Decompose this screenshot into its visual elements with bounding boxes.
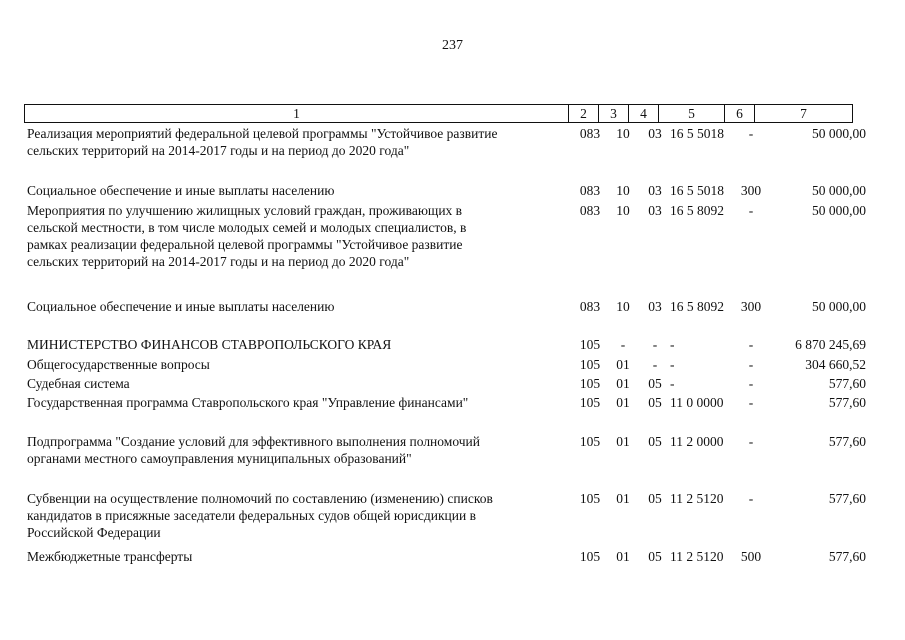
column-header-2: 2 xyxy=(569,105,599,123)
subsection-code: - xyxy=(652,337,658,352)
amount: 50 000,00 xyxy=(812,203,866,218)
expense-type-code: 500 xyxy=(740,549,762,564)
amount: 50 000,00 xyxy=(812,126,866,141)
section-code: 01 xyxy=(616,491,630,506)
ministry-code: 105 xyxy=(579,395,601,410)
ministry-code: 083 xyxy=(579,299,601,314)
target-article-code: - xyxy=(670,337,675,352)
amount: 577,60 xyxy=(828,549,866,564)
subsection-code: - xyxy=(652,357,658,372)
expense-type-code: - xyxy=(748,491,754,506)
expense-type-code: 300 xyxy=(740,299,762,314)
subsection-code: 05 xyxy=(648,434,662,449)
ministry-code: 083 xyxy=(579,126,601,141)
description-line: органами местного самоуправления муниципальных образований" xyxy=(27,451,412,466)
section-code: 01 xyxy=(616,395,630,410)
subsection-code: 03 xyxy=(648,203,662,218)
description-line: рамках реализации федеральной целевой программы "Устойчивое развитие xyxy=(27,237,463,252)
amount: 577,60 xyxy=(828,395,866,410)
description-line: Подпрограмма "Создание условий для эффективного выполнения полномочий xyxy=(27,434,480,449)
target-article-code: 16 5 5018 xyxy=(670,126,724,141)
row-description xyxy=(27,433,567,467)
column-header-6: 6 xyxy=(725,105,755,123)
section-code: - xyxy=(620,337,626,352)
amount: 6 870 245,69 xyxy=(795,337,866,352)
target-article-code: 16 5 5018 xyxy=(670,183,724,198)
description-line: кандидатов в присяжные заседатели федеральных судов общей юрисдикции в xyxy=(27,508,476,523)
amount: 577,60 xyxy=(828,434,866,449)
column-header-5: 5 xyxy=(659,105,725,123)
expense-type-code: - xyxy=(748,376,754,391)
target-article-code: 11 0 0000 xyxy=(670,395,724,410)
section-code: 01 xyxy=(616,376,630,391)
row-description xyxy=(27,182,567,199)
description-line: Социальное обеспечение и иные выплаты населению xyxy=(27,183,335,198)
section-code: 01 xyxy=(616,549,630,564)
section-code: 01 xyxy=(616,357,630,372)
target-article-code: 16 5 8092 xyxy=(670,203,724,218)
ministry-code: 083 xyxy=(579,203,601,218)
description-line: МИНИСТЕРСТВО ФИНАНСОВ СТАВРОПОЛЬСКОГО КРАЯ xyxy=(27,337,392,352)
ministry-code: 083 xyxy=(579,183,601,198)
description-line: сельских территорий на 2014-2017 годы и на период до 2020 года" xyxy=(27,254,410,269)
description-line: Субвенции на осуществление полномочий по составлению (изменению) списков xyxy=(27,491,493,506)
amount: 577,60 xyxy=(828,491,866,506)
description-line: Межбюджетные трансферты xyxy=(27,549,193,564)
row-description xyxy=(27,125,567,159)
amount: 577,60 xyxy=(828,376,866,391)
description-line: Российской Федерации xyxy=(27,525,161,540)
description-line: Мероприятия по улучшению жилищных условий граждан, проживающих в xyxy=(27,203,463,218)
ministry-code: 105 xyxy=(579,337,601,352)
target-article-code: 11 2 5120 xyxy=(670,549,724,564)
column-header-7: 7 xyxy=(755,105,853,123)
section-code: 10 xyxy=(616,126,630,141)
description-line: Общегосударственные вопросы xyxy=(27,357,210,372)
expense-type-code: - xyxy=(748,203,754,218)
target-article-code: 11 2 0000 xyxy=(670,434,724,449)
subsection-code: 03 xyxy=(648,126,662,141)
amount: 304 660,52 xyxy=(805,357,866,372)
row-description xyxy=(27,298,567,315)
target-article-code: - xyxy=(670,357,675,372)
ministry-code: 105 xyxy=(579,434,601,449)
description-line: Реализация мероприятий федеральной целевой программы "Устойчивое развитие xyxy=(27,126,498,141)
ministry-code: 105 xyxy=(579,491,601,506)
description-line: сельских территорий на 2014-2017 годы и на период до 2020 года" xyxy=(27,143,410,158)
expense-type-code: - xyxy=(748,357,754,372)
expense-type-code: - xyxy=(748,434,754,449)
description-line: Социальное обеспечение и иные выплаты населению xyxy=(27,299,335,314)
expense-type-code: - xyxy=(748,395,754,410)
expense-type-code: - xyxy=(748,337,754,352)
row-description xyxy=(27,490,567,541)
section-code: 10 xyxy=(616,299,630,314)
section-code: 10 xyxy=(616,183,630,198)
subsection-code: 03 xyxy=(648,183,662,198)
description-line: сельской местности, в том числе молодых семей и молодых специалистов, в xyxy=(27,220,467,235)
subsection-code: 05 xyxy=(648,376,662,391)
row-description xyxy=(27,336,567,353)
row-description xyxy=(27,356,567,373)
target-article-code: 16 5 8092 xyxy=(670,299,724,314)
ministry-code: 105 xyxy=(579,376,601,391)
amount: 50 000,00 xyxy=(812,183,866,198)
row-description xyxy=(27,548,567,565)
column-header-4: 4 xyxy=(629,105,659,123)
section-code: 10 xyxy=(616,203,630,218)
ministry-code: 105 xyxy=(579,357,601,372)
section-code: 01 xyxy=(616,434,630,449)
column-header-3: 3 xyxy=(599,105,629,123)
column-header-1: 1 xyxy=(25,105,569,123)
row-description xyxy=(27,202,567,270)
subsection-code: 05 xyxy=(648,549,662,564)
ministry-code: 105 xyxy=(579,549,601,564)
target-article-code: 11 2 5120 xyxy=(670,491,724,506)
subsection-code: 05 xyxy=(648,395,662,410)
row-description xyxy=(27,394,567,411)
amount: 50 000,00 xyxy=(812,299,866,314)
description-line: Судебная система xyxy=(27,376,130,391)
description-line: Государственная программа Ставропольского края "Управление финансами" xyxy=(27,395,469,410)
row-description xyxy=(27,375,567,392)
subsection-code: 03 xyxy=(648,299,662,314)
subsection-code: 05 xyxy=(648,491,662,506)
page-number: 237 xyxy=(442,38,463,53)
expense-type-code: - xyxy=(748,126,754,141)
target-article-code: - xyxy=(670,376,675,391)
expense-type-code: 300 xyxy=(740,183,762,198)
